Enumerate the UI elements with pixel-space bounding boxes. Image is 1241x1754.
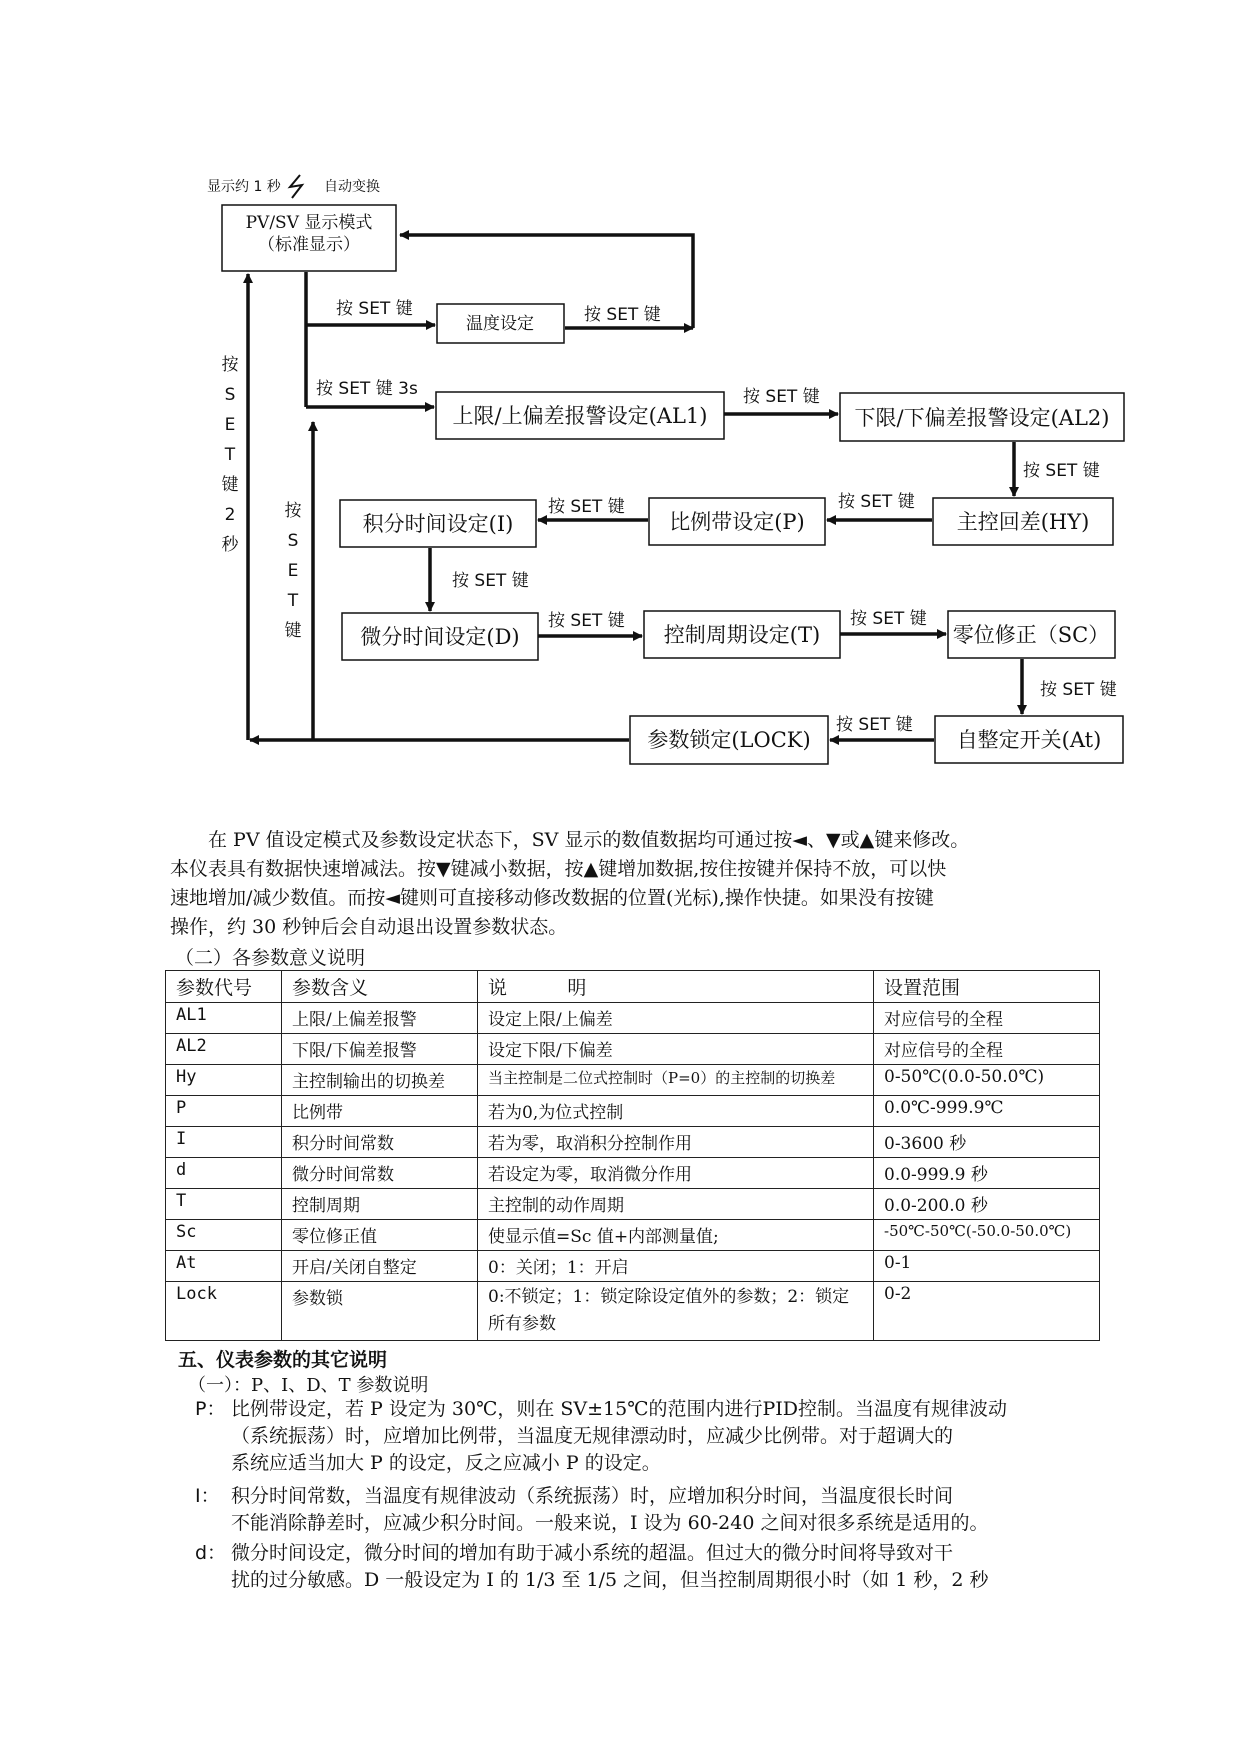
param-code: AL2	[166, 1034, 282, 1065]
item-line: 不能消除静差时，应减少积分时间。一般来说，I 设为 60-240 之间对很多系统是适用的。	[231, 1512, 989, 1534]
param-meaning: 参数锁	[282, 1282, 478, 1341]
param-code: T	[166, 1189, 282, 1220]
flowchart-diagram	[0, 0, 1241, 790]
param-description: 使显示值=Sc 值+内部测量值;	[478, 1220, 874, 1251]
svg-text:按: 按	[284, 501, 302, 521]
item-line: 积分时间常数，当温度有规律波动（系统振荡）时，应增加积分时间，当温度很长时间	[231, 1485, 954, 1507]
param-meaning: 比例带	[282, 1096, 478, 1127]
section5-subtitle: （一）：P、I、D、T 参数说明	[188, 1375, 429, 1396]
box-al2	[840, 393, 1124, 441]
table-row	[166, 1127, 1100, 1158]
item-i	[195, 1483, 1090, 1537]
paragraph-line: 在 PV 值设定模式及参数设定状态下，SV 显示的数值数据均可通过按◄、▼或▲键来修改。	[208, 829, 970, 851]
param-code: Hy	[166, 1065, 282, 1096]
pvsv-line1: PV/SV 显示模式	[245, 213, 373, 233]
vertical-label-2s	[222, 355, 240, 555]
svg-text:按: 按	[221, 355, 239, 375]
edge-label-set3s: 按 SET 键 3s	[316, 379, 418, 399]
svg-text:E: E	[287, 561, 299, 581]
param-range: 0.0-200.0 秒	[874, 1189, 1100, 1220]
box-pvsv	[222, 205, 396, 271]
param-range: 0.0-999.9 秒	[874, 1158, 1100, 1189]
i-label: 积分时间设定(I)	[362, 512, 514, 536]
edge-label-set: 按 SET 键	[743, 387, 820, 407]
box-i	[340, 500, 536, 547]
param-range: 对应信号的全程	[874, 1034, 1100, 1065]
item-tag: d：	[195, 1542, 227, 1564]
top-note-left: 显示约 1 秒	[207, 179, 281, 195]
param-description: 设定上限/上偏差	[478, 1003, 874, 1034]
item-line: 扰的过分敏感。D 一般设定为 I 的 1/3 至 1/5 之间，但当控制周期很小时（如 1 秒，2 秒	[231, 1569, 989, 1591]
box-d	[342, 613, 538, 660]
item-line: 系统应适当加大 P 的设定，反之应减小 P 的设定。	[231, 1452, 661, 1474]
param-meaning: 上限/上偏差报警	[282, 1003, 478, 1034]
svg-text:S: S	[224, 385, 236, 405]
hy-label: 主控回差(HY)	[956, 510, 1090, 534]
box-temp	[437, 304, 564, 343]
item-d	[195, 1540, 1090, 1594]
svg-text:2: 2	[224, 505, 236, 525]
at-label: 自整定开关(At)	[956, 728, 1102, 752]
svg-text:秒: 秒	[221, 535, 239, 555]
svg-text:T: T	[224, 445, 236, 465]
param-meaning: 主控制输出的切换差	[282, 1065, 478, 1096]
parameter-table	[165, 970, 1100, 1341]
paragraph-line: 速地增加/减少数值。而按◄键则可直接移动修改数据的位置(光标),操作快捷。如果没有按键	[170, 887, 934, 909]
param-description: 0:不锁定；1：锁定除设定值外的参数；2：锁定所有参数	[478, 1282, 874, 1341]
edge-label-set: 按 SET 键	[1023, 461, 1100, 481]
paragraph-line: 操作，约 30 秒钟后会自动退出设置参数状态。	[170, 916, 568, 938]
param-range: 0-50℃(0.0-50.0℃)	[874, 1065, 1100, 1096]
param-code: At	[166, 1251, 282, 1282]
t-label: 控制周期设定(T)	[663, 623, 821, 647]
paragraph-line: 本仪表具有数据快速增减法。按▼键减小数据，按▲键增加数据,按住按键并保持不放，可以快	[170, 858, 947, 880]
section-title: （二）各参数意义说明	[175, 947, 366, 969]
param-description: 若为0,为位式控制	[478, 1096, 874, 1127]
section5-title: 五、仪表参数的其它说明	[178, 1349, 388, 1371]
p-label: 比例带设定(P)	[669, 510, 805, 534]
table-row	[166, 1220, 1100, 1251]
param-range: 0.0℃-999.9℃	[874, 1096, 1100, 1127]
param-range: 0-3600 秒	[874, 1127, 1100, 1158]
table-row	[166, 1003, 1100, 1034]
box-at	[935, 716, 1123, 763]
svg-text:键: 键	[284, 621, 302, 641]
item-tag: P：	[195, 1398, 226, 1420]
box-p	[649, 498, 825, 545]
table-row	[166, 1282, 1100, 1341]
param-code: Lock	[166, 1282, 282, 1341]
param-code: Sc	[166, 1220, 282, 1251]
vertical-label-set	[285, 501, 303, 641]
lightning-icon	[290, 175, 302, 198]
param-meaning: 开启/关闭自整定	[282, 1251, 478, 1282]
param-range: 0-2	[874, 1282, 1100, 1341]
box-al1	[436, 392, 724, 439]
edge-label-set: 按 SET 键	[1040, 680, 1117, 700]
param-range: 0-1	[874, 1251, 1100, 1282]
svg-text:键: 键	[221, 475, 239, 495]
item-line: 微分时间设定，微分时间的增加有助于减小系统的超温。但过大的微分时间将导致对干	[231, 1542, 954, 1564]
edge-label-set: 按 SET 键	[548, 497, 625, 517]
table-row	[166, 1158, 1100, 1189]
param-code: AL1	[166, 1003, 282, 1034]
param-description: 设定下限/下偏差	[478, 1034, 874, 1065]
lock-label: 参数锁定(LOCK)	[647, 728, 811, 752]
header-cell: 说 明	[478, 971, 874, 1003]
table-row	[166, 1034, 1100, 1065]
edge-label-set: 按 SET 键	[836, 715, 913, 735]
item-line: （系统振荡）时，应增加比例带，当温度无规律漂动时，应减少比例带。对于超调大的	[231, 1425, 954, 1447]
sc-label: 零位修正（SC）	[952, 623, 1110, 647]
param-meaning: 控制周期	[282, 1189, 478, 1220]
edge-label-set: 按 SET 键	[452, 571, 529, 591]
table-row	[166, 1096, 1100, 1127]
param-meaning: 积分时间常数	[282, 1127, 478, 1158]
item-tag: I：	[195, 1485, 220, 1507]
box-sc	[948, 611, 1115, 658]
item-line: 比例带设定，若 P 设定为 30℃，则在 SV±15℃的范围内进行PID控制。当温度有规律波动	[231, 1398, 1007, 1420]
box-lock	[630, 716, 828, 764]
pvsv-line2: （标准显示）	[258, 235, 360, 255]
al2-label: 下限/下偏差报警设定(AL2)	[854, 406, 1110, 430]
param-meaning: 零位修正值	[282, 1220, 478, 1251]
al1-label: 上限/上偏差报警设定(AL1)	[452, 404, 708, 428]
svg-text:T: T	[287, 591, 299, 611]
edge-label-set: 按 SET 键	[584, 305, 661, 325]
param-description: 若为零，取消积分控制作用	[478, 1127, 874, 1158]
top-note-right: 自动变换	[324, 179, 380, 195]
table-row	[166, 1189, 1100, 1220]
edge-label-set: 按 SET 键	[850, 609, 927, 629]
table-row	[166, 1065, 1100, 1096]
svg-text:S: S	[287, 531, 299, 551]
param-description: 当主控制是二位式控制时（P=0）的主控制的切换差	[478, 1065, 874, 1096]
param-meaning: 下限/下偏差报警	[282, 1034, 478, 1065]
header-cell: 设置范围	[874, 971, 1100, 1003]
table-row	[166, 1251, 1100, 1282]
intro-paragraph	[170, 826, 1085, 942]
param-description: 主控制的动作周期	[478, 1189, 874, 1220]
temp-label: 温度设定	[466, 314, 534, 334]
box-hy	[933, 498, 1113, 545]
edge-label-set: 按 SET 键	[838, 492, 915, 512]
param-description: 若设定为零，取消微分作用	[478, 1158, 874, 1189]
edge-label-set: 按 SET 键	[336, 299, 413, 319]
table-header-row	[166, 971, 1100, 1003]
edge-label-set: 按 SET 键	[548, 611, 625, 631]
param-code: d	[166, 1158, 282, 1189]
box-t	[644, 611, 840, 658]
header-cell: 参数代号	[166, 971, 282, 1003]
param-code: I	[166, 1127, 282, 1158]
svg-text:E: E	[224, 415, 236, 435]
param-code: P	[166, 1096, 282, 1127]
param-meaning: 微分时间常数	[282, 1158, 478, 1189]
param-description: 0：关闭；1：开启	[478, 1251, 874, 1282]
item-p	[195, 1396, 1090, 1477]
param-range: 对应信号的全程	[874, 1003, 1100, 1034]
header-cell: 参数含义	[282, 971, 478, 1003]
d-label: 微分时间设定(D)	[360, 625, 520, 649]
param-range: -50℃-50℃(-50.0-50.0℃)	[874, 1220, 1100, 1251]
